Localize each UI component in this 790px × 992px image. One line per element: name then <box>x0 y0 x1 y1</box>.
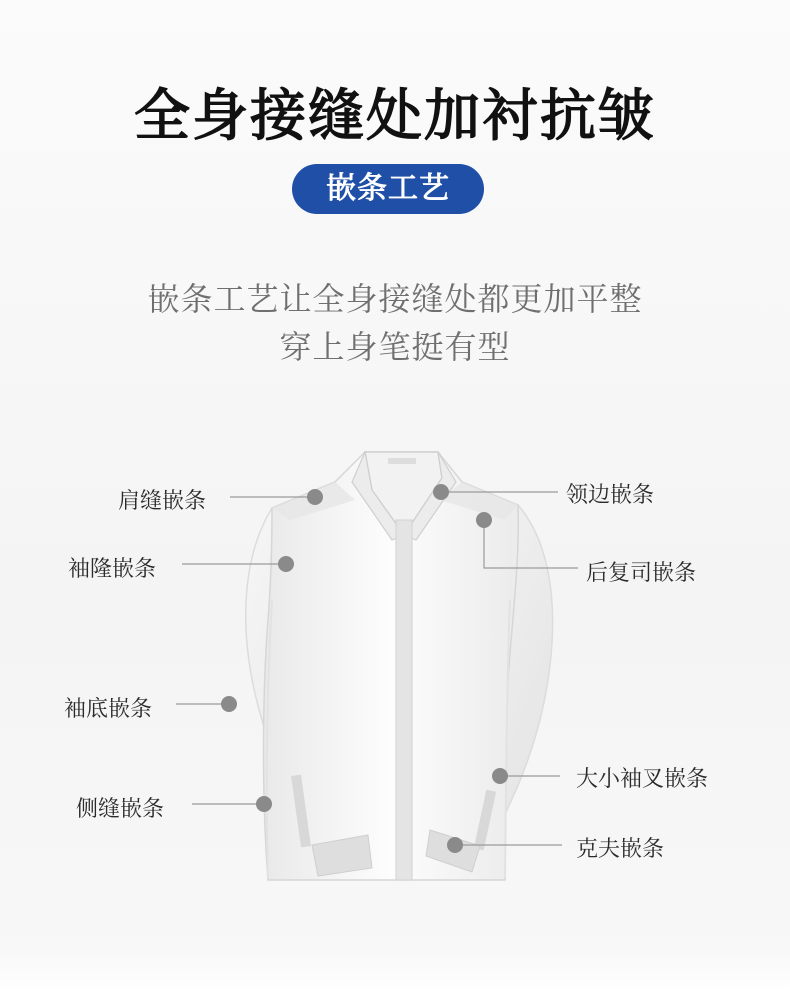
callout-dot <box>221 696 237 712</box>
description-line-1: 嵌条工艺让全身接缝处都更加平整 <box>147 280 643 318</box>
technique-badge: 嵌条工艺 <box>292 164 484 214</box>
callout-dot <box>433 484 449 500</box>
callout-dot <box>447 837 463 853</box>
label-back-yoke: 后复司嵌条 <box>586 561 697 586</box>
page-title: 全身接缝处加衬抗皱 <box>134 84 656 149</box>
bottom-fade <box>0 948 790 992</box>
callout-dot <box>476 512 492 528</box>
callout-dot <box>256 796 272 812</box>
label-sleeve-placket: 大小袖叉嵌条 <box>576 767 709 792</box>
label-underarm: 袖底嵌条 <box>64 697 153 722</box>
label-side-seam: 侧缝嵌条 <box>76 797 165 822</box>
callout-dot <box>278 556 294 572</box>
callout-dot <box>492 768 508 784</box>
label-shoulder-seam: 肩缝嵌条 <box>118 489 207 514</box>
label-armhole: 袖隆嵌条 <box>68 557 157 582</box>
callout-dot <box>307 489 323 505</box>
label-cuff: 克夫嵌条 <box>576 837 665 862</box>
description-line-2: 穿上身笔挺有型 <box>279 328 511 366</box>
label-collar-edge: 领边嵌条 <box>566 483 655 508</box>
